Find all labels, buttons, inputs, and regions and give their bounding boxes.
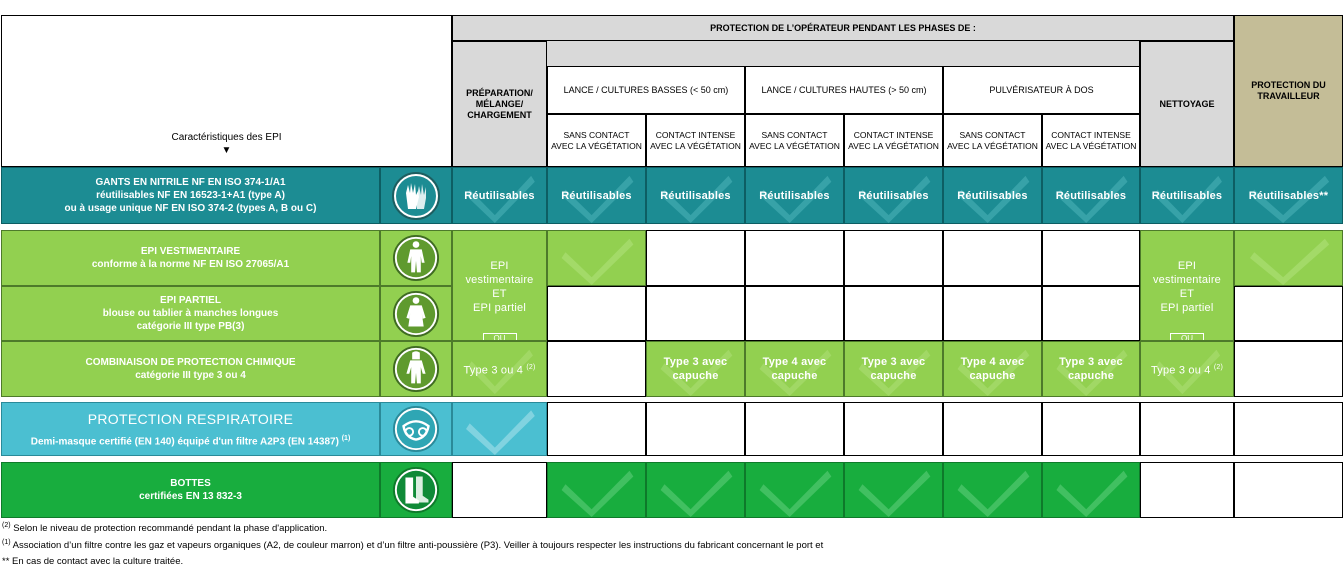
- combinaison-label-cell: [1, 341, 380, 397]
- footnote-2-mark: (2): [2, 522, 11, 529]
- sub-contact-intense-basses: [646, 114, 745, 167]
- nettoyage-header: [1140, 41, 1234, 167]
- partiel-line1: EPI PARTIEL: [160, 295, 221, 306]
- vestimentaire-label-cell: [1, 230, 380, 286]
- resp-cell: [943, 402, 1042, 456]
- sup-2: (2): [1213, 363, 1224, 371]
- check-icon: [453, 403, 546, 455]
- check-icon: [1043, 463, 1139, 517]
- preparation-label: PRÉPARATION/ MÉLANGE/ CHARGEMENT: [466, 87, 533, 120]
- sub-sans-contact-basses: [547, 114, 646, 167]
- nettoyage-label: NETTOYAGE: [1159, 98, 1215, 109]
- reutilisables-label: Réutilisables: [561, 189, 632, 202]
- sub-contact-intense-hautes: [844, 114, 943, 167]
- merged-et: ET: [492, 288, 507, 300]
- sub-label-1: CONTACT INTENSE: [655, 129, 736, 140]
- partiel-icon-cell: [380, 286, 452, 341]
- sup-1: (1): [341, 434, 351, 442]
- vest-contact-intense-hautes: [844, 230, 943, 286]
- vestimentaire-icon-cell: [380, 230, 452, 286]
- lance-hautes-header: [745, 66, 943, 114]
- respiratoire-line1: PROTECTION RESPIRATOIRE: [87, 410, 294, 427]
- partiel-line2: blouse ou tablier à manches longues: [102, 308, 279, 319]
- respiratoire-label-cell: [1, 402, 380, 456]
- preparation-merged-epi-cell: [452, 230, 547, 341]
- gants-reutilisables-cell: [943, 167, 1042, 224]
- merged-epi: EPI: [490, 260, 509, 272]
- sub-label-2: AVEC LA VÉGÉTATION: [650, 140, 741, 151]
- check-icon: [548, 231, 645, 285]
- gants-line2: réutilisables NF EN 16523-1+A1 (type A): [96, 190, 285, 201]
- type3-label: Type 3 avec: [663, 356, 728, 368]
- reutilisables-label: Réutilisables: [858, 189, 929, 202]
- vest-sans-contact-dos: [943, 230, 1042, 286]
- merged-epi-partiel: EPI partiel: [473, 302, 526, 314]
- capuche-label: capuche: [672, 370, 719, 382]
- grey-band: [547, 41, 1140, 66]
- reutilisables-label: Réutilisables: [464, 189, 535, 202]
- sub-label-1: CONTACT INTENSE: [1051, 129, 1131, 140]
- ou-badge: OU: [483, 333, 517, 341]
- apron-icon: [392, 290, 440, 338]
- respiratoire-line2: Demi-masque certifié (EN 140) équipé d'un filtre A2P3 (EN 14387): [30, 436, 339, 448]
- ou-badge: OU: [1170, 333, 1204, 341]
- type3-label: Type 3 avec: [861, 356, 926, 368]
- caract-arrow-icon: ▼: [221, 145, 232, 156]
- sub-sans-contact-hautes: [745, 114, 844, 167]
- combinaison-line2: catégorie III type 3 ou 4: [135, 370, 246, 381]
- combinaison-icon-cell: [380, 341, 452, 397]
- sub-label-1: SANS CONTACT: [761, 129, 828, 140]
- combinaison-line1: COMBINAISON DE PROTECTION CHIMIQUE: [85, 357, 296, 368]
- sub-label-2: AVEC LA VÉGÉTATION: [848, 140, 939, 151]
- merged-vestimentaire: vestimentaire: [465, 274, 534, 286]
- nettoyage-combinaison-cell: [1140, 341, 1234, 397]
- comb-contact-intense-hautes: [844, 341, 943, 397]
- resp-cell: [844, 402, 943, 456]
- bottes-nettoyage: [1140, 462, 1234, 518]
- check-icon: [944, 463, 1041, 517]
- bottes-check-cell: [547, 462, 646, 518]
- capuche-label: capuche: [969, 370, 1016, 382]
- comb-contact-intense-dos: [1042, 341, 1140, 397]
- type3-label: Type 3 avec: [1059, 356, 1123, 368]
- preparation-header: [452, 41, 547, 167]
- gants-reutilisables-cell: [1234, 167, 1343, 224]
- sup-2: (2): [526, 363, 536, 371]
- sub-label-1: SANS CONTACT: [959, 129, 1026, 140]
- sub-label-1: SANS CONTACT: [563, 129, 630, 140]
- protection-travailleur-label: PROTECTION DU TRAVAILLEUR: [1251, 80, 1326, 101]
- merged-vestimentaire: vestimentaire: [1152, 274, 1221, 286]
- vest-sans-contact-basses-check: [547, 230, 646, 286]
- lance-basses-header: [547, 66, 745, 114]
- gants-reutilisables-cell: [1140, 167, 1234, 224]
- bottes-check-cell: [943, 462, 1042, 518]
- preparation-combinaison-cell: [452, 341, 547, 397]
- partiel-cell: [745, 286, 844, 341]
- type3ou4-label: Type 3 ou 4: [1150, 364, 1211, 377]
- reutilisables-label: Réutilisables: [759, 189, 830, 202]
- pulverisateur-header: [943, 66, 1140, 114]
- comb-sans-contact-basses: [547, 341, 646, 397]
- nettoyage-merged-epi-cell: [1140, 230, 1234, 341]
- partiel-cell: [547, 286, 646, 341]
- caract-label: Caractéristiques des EPI: [171, 132, 282, 143]
- vest-contact-intense-basses: [646, 230, 745, 286]
- vest-travailleur-check: [1234, 230, 1343, 286]
- check-icon: [845, 463, 942, 517]
- vest-sans-contact-hautes: [745, 230, 844, 286]
- resp-preparation-check: [452, 402, 547, 456]
- gants-reutilisables-cell: [547, 167, 646, 224]
- bottes-check-cell: [844, 462, 943, 518]
- sub-sans-contact-dos: [943, 114, 1042, 167]
- partiel-line3: catégorie III type PB(3): [136, 321, 245, 332]
- sub-label-2: AVEC LA VÉGÉTATION: [749, 140, 840, 151]
- vest-contact-intense-dos: [1042, 230, 1140, 286]
- reutilisables-label: Réutilisables**: [1248, 189, 1329, 202]
- sub-contact-intense-dos: [1042, 114, 1140, 167]
- boots-icon: [392, 466, 440, 514]
- gants-reutilisables-cell: [844, 167, 943, 224]
- footnote-1: [2, 537, 823, 552]
- gants-reutilisables-cell: [452, 167, 547, 224]
- pulverisateur-label: PULVÉRISATEUR À DOS: [989, 84, 1094, 95]
- partiel-cell: [1234, 286, 1343, 341]
- gloves-icon: [391, 171, 441, 221]
- resp-cell: [547, 402, 646, 456]
- sub-label-2: AVEC LA VÉGÉTATION: [551, 140, 642, 151]
- comb-travailleur: [1234, 341, 1343, 397]
- vestimentaire-line1: EPI VESTIMENTAIRE: [140, 246, 241, 257]
- capuche-label: capuche: [771, 370, 818, 382]
- partiel-cell: [1042, 286, 1140, 341]
- gants-reutilisables-cell: [1042, 167, 1140, 224]
- partiel-cell: [943, 286, 1042, 341]
- caract-header: [1, 15, 452, 167]
- check-icon: [746, 463, 843, 517]
- resp-cell: [646, 402, 745, 456]
- respirator-icon: [392, 405, 440, 453]
- bottes-check-cell: [745, 462, 844, 518]
- hooded-suit-icon: [392, 345, 440, 393]
- partiel-label-cell: [1, 286, 380, 341]
- lance-basses-label: LANCE / CULTURES BASSES (< 50 cm): [563, 84, 729, 95]
- gants-label-cell: [1, 167, 380, 224]
- type4-label: Type 4 avec: [960, 356, 1025, 368]
- resp-cell: [1234, 402, 1343, 456]
- footnote-star: [2, 556, 183, 568]
- protection-operateur-header: [452, 15, 1234, 41]
- bottes-preparation: [452, 462, 547, 518]
- reutilisables-label: Réutilisables: [660, 189, 731, 202]
- merged-epi-partiel: EPI partiel: [1160, 302, 1214, 314]
- protection-travailleur-header: [1234, 15, 1343, 167]
- comb-sans-contact-hautes: [745, 341, 844, 397]
- merged-et: ET: [1179, 288, 1195, 300]
- partiel-cell: [844, 286, 943, 341]
- merged-epi: EPI: [1177, 260, 1197, 272]
- bottes-check-cell: [646, 462, 745, 518]
- resp-cell: [745, 402, 844, 456]
- respiratoire-icon-cell: [380, 402, 452, 456]
- lance-hautes-label: LANCE / CULTURES HAUTES (> 50 cm): [761, 84, 927, 95]
- reutilisables-label: Réutilisables: [957, 189, 1028, 202]
- coverall-icon: [392, 234, 440, 282]
- gants-line3: ou à usage unique NF EN ISO 374-2 (types A, B ou C): [64, 203, 317, 214]
- check-icon: [647, 463, 744, 517]
- bottes-line1: BOTTES: [170, 478, 211, 489]
- type4-label: Type 4 avec: [762, 356, 827, 368]
- check-icon: [548, 463, 645, 517]
- footnote-star-text: ** En cas de contact avec la culture traitée.: [2, 556, 184, 567]
- sub-label-1: CONTACT INTENSE: [853, 129, 934, 140]
- resp-cell: [1140, 402, 1234, 456]
- comb-contact-intense-basses: [646, 341, 745, 397]
- footnote-2: [2, 520, 327, 535]
- gants-icon-cell: [380, 167, 452, 224]
- footnote-1-text: Association d’un filtre contre les gaz et vapeurs organiques (A2, de couleur marron) et d’un filtre anti-poussière (P3). Veiller à toujours respecter les instructions du fabricant concernant le port et: [10, 540, 824, 552]
- vestimentaire-line2: conforme à la norme NF EN ISO 27065/A1: [91, 259, 290, 270]
- bottes-label-cell: [1, 462, 380, 518]
- footnote-1-mark: (1): [2, 539, 11, 546]
- reutilisables-label: Réutilisables: [1151, 189, 1223, 202]
- reutilisables-label: Réutilisables: [1055, 189, 1127, 202]
- type3ou4-label: Type 3 ou 4: [463, 364, 524, 377]
- partiel-cell: [646, 286, 745, 341]
- sub-label-2: AVEC LA VÉGÉTATION: [1045, 140, 1137, 151]
- sub-label-2: AVEC LA VÉGÉTATION: [947, 140, 1038, 151]
- check-icon: [1235, 231, 1342, 285]
- gants-line1: GANTS EN NITRILE NF EN ISO 374-1/A1: [95, 177, 286, 188]
- footnote-2-text: Selon le niveau de protection recommandé pendant la phase d'application.: [10, 523, 328, 535]
- gants-reutilisables-cell: [646, 167, 745, 224]
- capuche-label: capuche: [870, 370, 917, 382]
- bottes-icon-cell: [380, 462, 452, 518]
- comb-sans-contact-dos: [943, 341, 1042, 397]
- gants-reutilisables-cell: [745, 167, 844, 224]
- protection-operateur-label: PROTECTION DE L’OPÉRATEUR PENDANT LES PHASES DE :: [710, 22, 976, 33]
- resp-cell: [1042, 402, 1140, 456]
- capuche-label: capuche: [1067, 370, 1115, 382]
- bottes-line2: certifiées EN 13 832-3: [139, 491, 242, 502]
- bottes-check-cell: [1042, 462, 1140, 518]
- bottes-travailleur: [1234, 462, 1343, 518]
